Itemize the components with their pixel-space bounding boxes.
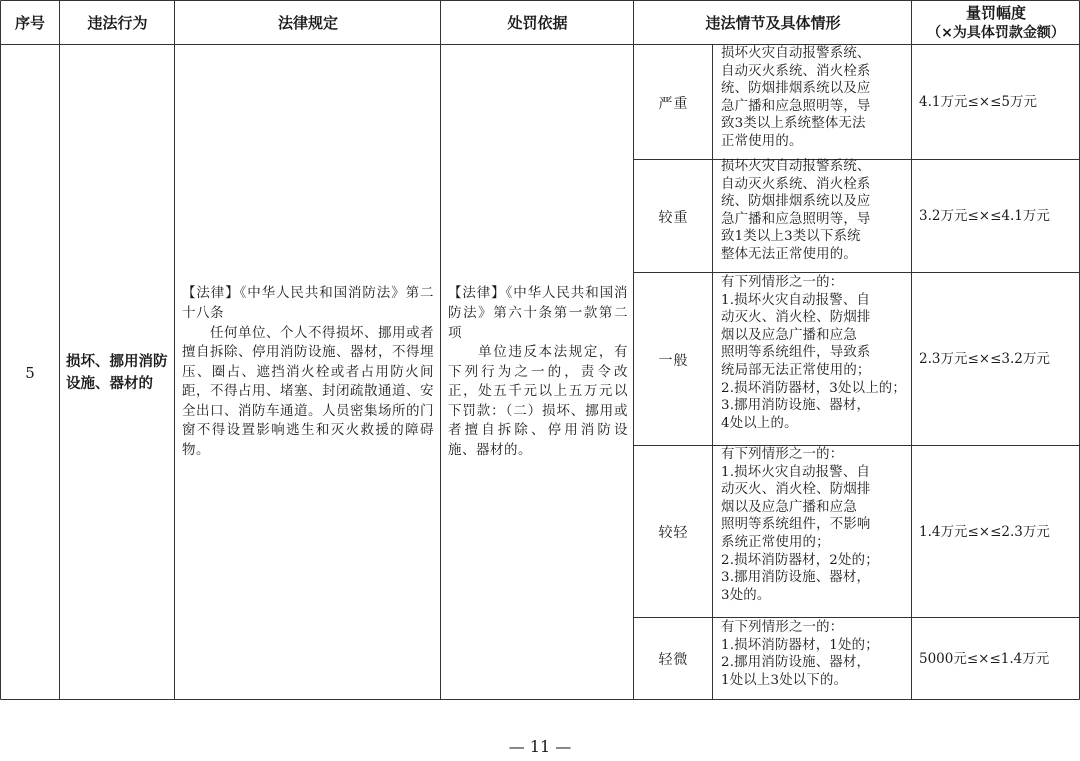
penalty-range: 4.1万元≤×≤5万元: [919, 94, 1037, 110]
row-penalty-basis: 【法律】《中华人民共和国消防法》第六十条第一款第二项 单位违反本法规定，有下列行为之一的，责令改正，处五千元以上五万元以下罚款：（二）损坏、挪用或者擅自拆除、停用消防设施、器材的。: [448, 285, 628, 459]
header-seq: 序号: [14, 14, 45, 32]
penalty-range: 5000元≤×≤1.4万元: [919, 650, 1050, 667]
severity-label: 一般: [658, 352, 689, 369]
penalty-range: 3.2万元≤×≤4.1万元: [919, 208, 1050, 224]
header-circumstance: 违法情节及具体情形: [705, 14, 841, 32]
header-range: [912, 0, 1080, 45]
header-range-note: （×为具体罚款金额）: [927, 24, 1065, 41]
severity-detail: 有下列情形之一的： 1.损坏火灾自动报警、自 动灭火、消火栓、防烟排 烟以及应急广播和应急 照明等系统组件，导致系 统局部无法正常使用的； 2.损坏消防器材，3处以上的； 3.挪用消防设施、器材， 4处以上的。: [721, 275, 906, 431]
header-law: 法律规定: [277, 14, 338, 32]
severity-label: 较轻: [658, 525, 689, 541]
severity-label: 轻微: [658, 652, 689, 668]
severity-label: 较重: [658, 209, 689, 226]
row-behavior: 损坏、挪用消防设施、器材的: [66, 353, 168, 392]
row-seq: 5: [25, 363, 35, 382]
header-basis: 处罚依据: [507, 14, 568, 32]
row-law-text: 【法律】《中华人民共和国消防法》第二十八条 任何单位、个人不得损坏、挪用或者擅自拆除、停用消防设施、器材，不得埋压、圈占、遮挡消火栓或者占用防火间距，不得占用、堵塞、封闭疏散通道、安全出口、消防车通道。人员密集场所的门窗不得设置影响逃生和灭火救援的障碍物。: [182, 285, 434, 459]
header-behavior: 违法行为: [87, 14, 148, 32]
page-number: — 11 —: [508, 737, 572, 756]
penalty-range: 1.4万元≤×≤2.3万元: [919, 523, 1050, 540]
severity-detail: 损坏火灾自动报警系统、 自动灭火系统、消火栓系 统、防烟排烟系统以及应 急广播和应急照明等，导 致1类以上3类以下系统 整体无法正常使用的。: [721, 159, 871, 262]
header-range-title: 量罚幅度: [965, 3, 1026, 22]
severity-detail: 有下列情形之一的： 1.损坏火灾自动报警、自 动灭火、消火栓、防烟排 烟以及应急广播和应急 照明等系统组件，不影响 系统正常使用的； 2.损坏消防器材，2处的； 3.挪用消防设施、器材， 3处的。: [721, 447, 879, 603]
severity-detail: 有下列情形之一的： 1.损坏消防器材，1处的； 2.挪用消防设施、器材， 1处以上3处以下的。: [721, 620, 879, 688]
severity-detail: 损坏火灾自动报警系统、 自动灭火系统、消火栓系 统、防烟排烟系统以及应 急广播和应急照明等，导 致3类以上系统整体无法 正常使用的。: [721, 46, 871, 149]
penalty-range: 2.3万元≤×≤3.2万元: [919, 351, 1050, 367]
severity-label: 严重: [658, 95, 689, 112]
